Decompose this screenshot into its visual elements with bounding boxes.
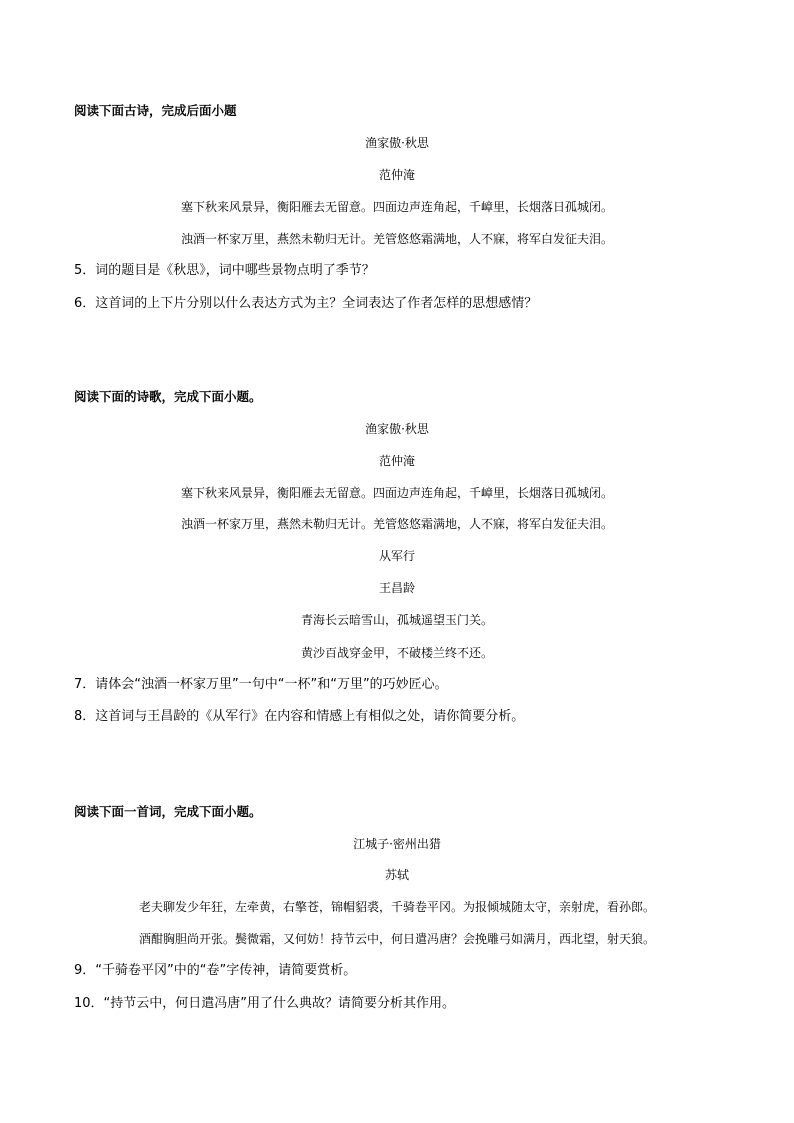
section2-poem2-author: 王昌龄 xyxy=(378,581,415,595)
section3-heading: 阅读下面一首词，完成下面小题。 xyxy=(74,804,262,819)
question-6: 6．这首词的上下片分别以什么表达方式为主？全词表达了作者怎样的思想感情？ xyxy=(74,296,538,311)
question-8: 8．这首词与王昌龄的《从军行》在内容和情感上有相似之处，请你简要分析。 xyxy=(74,709,525,724)
question-5: 5．词的题目是《秋思》，词中哪些景物点明了季节？ xyxy=(74,263,375,278)
section2-poem-line-2: 浊酒一杯家万里，燕然未勒归无计。羌管悠悠霜满地，人不寐，将军白发征夫泪。 xyxy=(180,517,613,531)
section2-poem2-title: 从军行 xyxy=(378,549,415,563)
section2-poem-line-1: 塞下秋来风景异，衡阳雁去无留意。四面边声连角起，千嶂里，长烟落日孤城闭。 xyxy=(180,486,613,500)
question-9: 9．“千骑卷平冈”中的“卷”字传神，请简要赏析。 xyxy=(74,963,357,978)
section3-poem-author: 苏轼 xyxy=(384,868,409,882)
question-10: 10．“持节云中，何日遣冯唐”用了什么典故？请简要分析其作用。 xyxy=(74,996,456,1011)
section2-poem-author: 范仲淹 xyxy=(378,454,415,468)
section1-heading: 阅读下面古诗，完成后面小题 xyxy=(74,103,237,118)
section1-poem-author: 范仲淹 xyxy=(378,168,415,182)
section1-poem-line-1: 塞下秋来风景异，衡阳雁去无留意。四面边声连角起，千嶂里，长烟落日孤城闭。 xyxy=(180,200,613,214)
section1-poem-title: 渔家傲·秋思 xyxy=(365,136,429,150)
section3-poem-title: 江城子·密州出猎 xyxy=(353,837,441,851)
section2-heading: 阅读下面的诗歌，完成下面小题。 xyxy=(74,389,262,404)
section2-poem2-line-1: 青海长云暗雪山，孤城遥望玉门关。 xyxy=(300,613,493,627)
section3-poem-line-1: 老夫聊发少年狂，左牵黄，右擎苍，锦帽貂裘，千骑卷平冈。为报倾城随太守，亲射虎，看孙郎。 xyxy=(138,900,655,914)
question-7: 7．请体会“浊酒一杯家万里”一句中“一杯”和“万里”的巧妙匠心。 xyxy=(74,677,448,692)
section2-poem-title: 渔家傲·秋思 xyxy=(365,422,429,436)
section2-poem2-line-2: 黄沙百战穿金甲，不破楼兰终不还。 xyxy=(300,646,493,660)
section3-poem-line-2: 酒酣胸胆尚开张。鬓微霜，又何妨！持节云中，何日遣冯唐？会挽雕弓如满月，西北望，射天狼。 xyxy=(138,932,655,946)
section1-poem-line-2: 浊酒一杯家万里，燕然未勒归无计。羌管悠悠霜满地，人不寐，将军白发征夫泪。 xyxy=(180,232,613,246)
